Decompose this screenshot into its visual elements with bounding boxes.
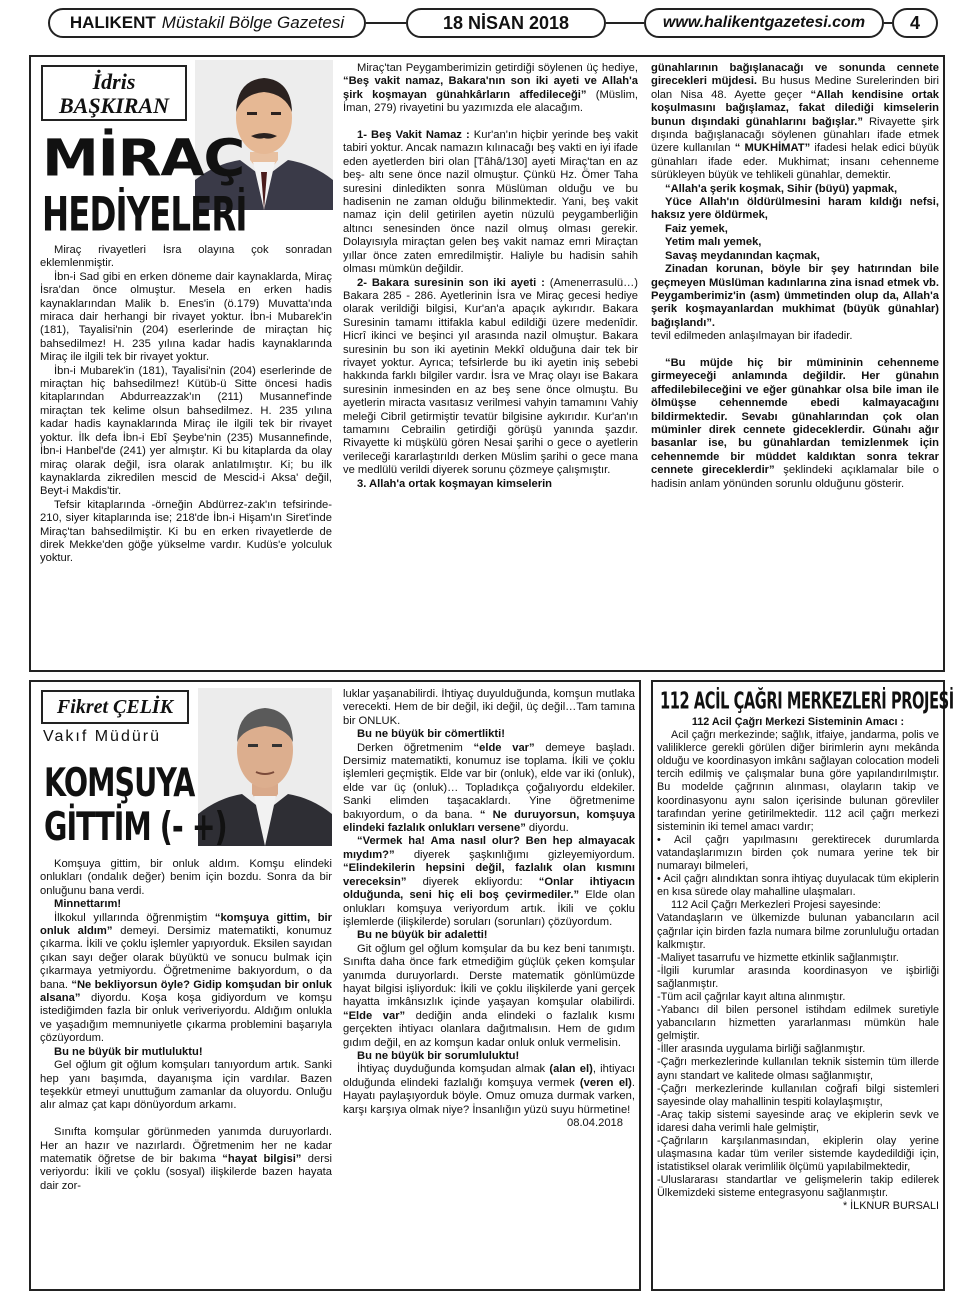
issue-date	[406, 8, 606, 38]
header-rule-2	[606, 22, 644, 24]
article-date: 08.04.2018	[567, 1117, 623, 1129]
paragraph: Miraç rivayetleri İsra olayına çok sonradan eklemlenmiştir.	[40, 244, 332, 270]
author-first-name: İdris	[92, 69, 136, 94]
list-item: Faiz yemek,	[665, 222, 728, 235]
paragraph: “Bu müjde hiç bir mümininin cehenneme girmeyeceği anlamında değildir. Her günahın affedilebileceğini ve eğer günahkar olsa bile iman ile ölmüşse cehennemde ebedi kalmayacağını bildirmektedir. Sevabı günahlarından çok olan müminler direk cennete gideceklerdir. Günahı ağır basanlar ise, bu günahlardan temizlenmek için cehennemde bir müddet kaldıktan sonra tekrar cennete gireceklerdir” şeklindeki açıklamalar bile o hadisin anlam yönünden sorunlu olduğunu gösterir.	[651, 356, 939, 490]
paper-subtitle: Müstakil Bölge Gazetesi	[161, 13, 345, 32]
list-item: -Araç takip sistemi sayesinde araç ve ekiplerin sevk ve idaresi daha verimli hale gelmiştir,	[657, 1108, 939, 1134]
article-1-col-3	[651, 62, 939, 668]
subheading: Bu ne büyük bir mutluluktu!	[54, 1045, 203, 1058]
paragraph: Derken öğretmenim “elde var” demeye başladı. Dersimiz matematikti, konumuz ise toplama. İkili ve çoklu işlemleri geçmiştik. Elde var bir (onluk), elde var iki (onluk), elde var üç (onluk)… Topladıkça çoğalıyordu eldekiler. Sanki elimden taşacaklardı. Yine öğretmenime bakıyordum, o da bana. “ Ne duruyorsun, komşuya elindeki fazlalık onlukları versene” diyordu.	[343, 741, 635, 835]
list-item: -Maliyet tasarrufu ve hizmette etkinlik sağlanmıştır.	[657, 951, 899, 964]
paragraph: luklar yaşanabilirdi. İhtiyaç duyulduğunda, komşun mutlaka verecekti. Hem de bir değil, iki değil, üç değil…Tam tamına bir ONLUK.	[343, 688, 635, 727]
subheading: Bu ne büyük bir cömertlikti!	[357, 728, 505, 741]
paragraph: İlkokul yıllarında öğrenmiştim “komşuya gittim, bir onluk aldım” demeyi. Dersimiz matematikti, konumuz çıkarma. İkili ve çoklu işlemler yapıyorduk. Eksilen sayıdan çıkan sayı değer olarak büyüktü ve sonucu bulmak için çıkarmaya yetmiyordu. Öğretmenime bakıyordum, o da bana. “Ne bekliyorsun öyle? Gidip komşudan bir onluk alsana” diyordu. Koşa koşa gidiyordum ve komşu istediğimden fazla bir onluk veriveriyordu. Aldığım onlukla ve yaşadığım memnuniyetle çıkarma problemini başarıyla çözüyordum.	[40, 911, 332, 1045]
spacer	[651, 344, 939, 357]
author-box-1	[41, 65, 187, 121]
signature: * İLKNUR BURSALI	[842, 1200, 939, 1213]
article-3-body	[657, 716, 939, 1288]
intro-paragraph: Miraç'tan Peygamberimizin getirdiği söylenen üç hediye, “Beş vakit namaz, Bakara'nın son iki ayeti ve Allah'a şirk koşmayan günahkârların affedileceği” (Müslim, İman, 279) rivayetini bu yazımızda ele alacağım.	[343, 62, 638, 115]
spacer	[343, 116, 638, 129]
paper-name: HALIKENT	[69, 13, 156, 32]
author-box-2	[41, 690, 189, 724]
paragraph: 112 Acil Çağrı Merkezleri Projesi sayesinde:	[671, 899, 881, 912]
paragraph: günahlarının bağışlanacağı ve sonunda cennete girecekleri müjdesi. Bu husus Medine Surelerinden biri olan Nisa 48. Ayette geçer “Allah kendisine ortak koşulmasını bağışlamaz, fakat dilediği kimselerin bunun dışındaki günahlarını bağışlar.” Rivayette şirk dışında bağışlanacağı söylenen günahları ifade etmek üzere kullanılan “ MUKHİMAT” ifadesi helak edici büyük günahları ifade eder. Mukhimat; insanı cehenneme sürükleyen büyük ve tehlikeli günahlar, demektir.	[651, 62, 939, 182]
headline-1-line-2: HEDİYELERİ	[42, 188, 247, 242]
website-box	[644, 8, 884, 38]
subheading: Bu ne büyük bir sorumluluktu!	[357, 1049, 520, 1062]
headline-2-line-2: GİTTİM (- +)	[44, 804, 227, 851]
author-last-name: BAŞKIRAN	[58, 93, 170, 118]
headline-2-line-1: KOMŞUYA	[44, 760, 195, 807]
list-item: -Tüm acil çağrılar kayıt altına alınmıştır.	[657, 990, 846, 1003]
subtitle: 112 Acil Çağrı Merkezi Sisteminin Amacı :	[691, 716, 905, 728]
header-rule-3	[884, 22, 892, 24]
author-role: Vakıf Müdürü	[43, 728, 161, 745]
header-rule-1	[366, 22, 406, 24]
list-item: Yüce Allah'ın öldürülmesini haram kıldığı nefsi, haksız yere öldürmek,	[651, 196, 939, 222]
article-2-col-2	[343, 688, 635, 1286]
page-number-box	[892, 8, 938, 38]
list-item: -Çağrı merkezlerinde kullanılan coğrafi bilgi sistemleri sayesinde olay mahallinin tespiti kolaylaşmıştır,	[657, 1082, 939, 1108]
section-1: 1- Beş Vakit Namaz : Kur'an'ın hiçbir yerinde beş vakit tabiri yoktur. Ancak namazın kılınacağı beş vakti en iyi ifade eden ayetlerden biri olan [Tâhâ/130] ayeti Miraç'tan en az beş- altı sene önce nazil olmuştur. Çünkü Hz. Ömer Taha suresini dinledikten sonra Müslüman olduğu ve bu hadisenin ne zaman olduğu bilinmektedir. Yani, beş vakit namaz için delil getirilen ayetin nüzulü peygamberliğin altıncı senesinden önce nazil olmuş olması gerekir. Dolayısıyla miraçtan gelen beş vakit namaz emri Miraçtan yıllar önce zaten emredilmiştir. Haliyle bu hadisin sahih olması mümkün değildir.	[343, 129, 638, 276]
list-item: -Yabancı dil bilen personel istihdam edilmek suretiyle yabancıların hizmetten yararlanması mümkün hale gelmiştir.	[657, 1004, 939, 1043]
headline-1-line-1: MİRAÇ	[42, 129, 245, 189]
paragraph: Gel oğlum git oğlum komşuları tanıyordum artık. Sanki hep yanı başımda, dayanışma için vardılar. Bazen teşekkür etmeyi unuttuğum zamanlar da oluyordu. Onluğu alır almaz çat kapı dönüyordum arkamı.	[40, 1059, 332, 1112]
list-item: Yetim malı yemek,	[665, 236, 762, 249]
list-item: “Allah'a şerik koşmak, Sihir (büyü) yapmak,	[665, 182, 898, 195]
section-3-heading: 3. Allah'a ortak koşmayan kimselerin	[357, 477, 553, 490]
page-number: 4	[909, 12, 920, 33]
website-text: www.halikentgazetesi.com	[662, 14, 866, 31]
spacer	[40, 1113, 332, 1126]
list-item: -İller arasında uygulama birliği sağlanmıştır.	[657, 1043, 866, 1056]
list-item: -Çağrıların karşılanmasından, ekiplerin olay yerine ulaşmasına kadar tüm veriler sistemde kaydedildiği için, istatistiksel olarak verimlilik ölçümü yapılabilmektedir,	[657, 1135, 939, 1174]
list-item: Savaş meydanından kaçmak,	[665, 249, 820, 262]
paragraph: Vatandaşların ve ülkemizde bulunan yabancıların acil çağrılar için birden fazla numara bilme zorunluluğu ortadan kalkmıştır.	[657, 912, 939, 951]
list-item: Zinadan korunan, böyle bir şey hatırından bile geçmeyen Müslüman kadınlarına zina isnad etmek vb. Peygamberimiz'in (asm) ümmetinden olup da, Allah'a şerik koşmayanlardan mukhimat (büyük günahlar) bağışlandı”.	[651, 263, 939, 329]
date-text: 18 NİSAN 2018	[442, 12, 570, 33]
article-1-col-1	[40, 244, 332, 666]
article-3-title: 112 ACİL ÇAĞRI MERKEZLERİ PROJESİ	[660, 688, 954, 715]
subheading: Minnettarım!	[54, 898, 122, 911]
list-item: -Çağrı merkezlerinde kullanılan teknik sistemin tüm illerde aynı standart ve kalitede olması sağlanmıştır,	[657, 1056, 939, 1082]
bullet-item: • Acil çağrı alındıktan sonra ihtiyaç duyulacak tüm ekiplerin en kısa sürede olay mahalline ulaşmaları.	[657, 873, 939, 899]
paragraph: İbn-i Sad gibi en erken döneme dair kaynaklarda, Miraç İsra'dan önce olmuştur. Mesela en erken hadis kaynaklarından Malik b. Enes'in (ö.179) Muvatta'ında miraca dair herhangi bir rivayet yoktur. İbn-i Mubarek'in (181), Tayalisi'nin (204) eserlerinde de miraçtan hiç bahsedilmez! H. 235 yılına kadar hadis kaynaklarında Miraç ile ilgili tek bir rivayet yoktur.	[40, 270, 332, 364]
paragraph: Sınıfta komşular görünmeden yanımda duruyorlardı. Her an hazır ve nazırlardı. Öğretmenim her ne kadar matematik öğretse de bir bakıma “hayat bilgisi” dersi veriyordu: İkili ve çoklu (sosyal) ilişkilerde bazen hayata dair zor-	[40, 1126, 332, 1192]
list-item: -Uluslararası standartlar ve gelişmelerin takip edilerek Ülkemizdeki sisteme entegrasyonu sağlanmıştır.	[657, 1174, 939, 1200]
paragraph: İbn-i Mubarek'in (181), Tayalisi'nin (204) eserlerinde de miraçtan hiç bahsedilmez! Kütüb-ü Sitte öncesi hadis kitaplarından Abdurreazzak'ın (211) Musannef'inde miraçtan tek kelime olsun bahsedilmez. H. 235 yılına kadar hadis kaynaklarında Miraç ile ilgili tek bir rivayet yoktur. İlk defa İbn-i Ebî Şeybe'nin (235) Musannefinde, İbn-i Hanbel'de (241) yer almıştır. Ki bu kitaplarda da olay miraç olarak değil, isra olarak anlatılmıştır. Ki; bu ilk kaynaklarda zikredilen mescid de Mescid-i Aksa' değil, Beyt-i Makdis'tir.	[40, 364, 332, 498]
paragraph: Komşuya gittim, bir onluk aldım. Komşu elindeki onlukları (ondalık değer) benim için bozdu. Sonra da bir onluğunu bana verdi.	[40, 858, 332, 897]
paragraph: İhtiyaç duyduğunda komşudan almak (alan el), ihtiyacı olduğunda elindeki fazlalığı komşuya vermek (veren el). Hayatı paylaşıyorduk böyle. Omuz omuza durmak varken, karşı karşıya olmak niye? İnsanlığın yüzü suyu hürmetine!	[343, 1063, 635, 1116]
paragraph: Tefsir kitaplarında -örneğin Abdürrez-zak'ın tefsirinde- 210, siyer kitaplarında ise; 218'de İbn-i Hişam'ın Siret'inde Miraç'tan bahsedilmiştir. Ki bu en erken rivayetlerde de direk Mekke'den göğe yükselme vardır. Kudüs'e yolculuk yoktur.	[40, 498, 332, 565]
list-item: -İlgili kurumlar arasında koordinasyon ve işbirliği sağlanmıştır.	[657, 964, 939, 990]
paragraph: tevil edilmeden anlaşılmayan bir ifadedir.	[651, 330, 853, 343]
article-1-col-2	[343, 62, 638, 668]
masthead	[48, 8, 366, 38]
paragraph: Acil çağrı merkezinde; sağlık, itfaiye, jandarma, polis ve valiliklerce gerekli görülen diğer birimlerin aynı mekânda olduğu ve koordinasyon imkânı sağlayan colocation modeli tercih edilmiş ve çalışmalar buna göre yapılandırılmıştır. Bu modelde çağrının alınması, olayların takip ve koordinasyonu aynı salon içerisinde bulunan görevliler tarafından yerine getirilmektedir. 112 acil çağrı merkezi sisteminin iki temel amacı vardır;	[657, 729, 939, 833]
section-2: 2- Bakara suresinin son iki ayeti : (Amenerrasulü…) Bakara 285 - 286. Ayetlerinin İsra ve Miraç gecesi hediye olarak verildiği bilgisi, Kur'an'a apaçık aykırıdır. Bakara Suresinin tamamı ittifakla kabul edildiği üzere medenîdir. Hicrî ikinci ve beşinci yıl arasında nazil olmuştur. Bakara suresinin bu son iki ayetinin Mekkî olduğuna dair tek bir rivayet yoktur. Ayrıca; tefsirlerde bu iki ayetin iniş sebebi hakkında farklı bilgiler vardır. İsra ve Mraç olayı ise Bakara suresinin inmesinden en az beş sene önce olmuştu. Bu ayetlerin miracta vasıtasız verilmesi vahyin tamamını Vahiy meleği Cibril getirmiştir tevatür bilgisine aykırıdır. Kur'an'ın tamamını Cebrailin getirdiği görüşü yanında şazdır. Rivayette ki müşkülü gören Nesai şarihi o gece o ayetlerin verileceği kararlaştırıldı derken Müslim şarihi o gece mana ve medlülü verildi diyerek sorunu çözmeye çalışmıştır.	[343, 276, 638, 477]
article-2-col-1	[40, 858, 332, 1286]
bullet-item: • Acil çağrı yapılmasını gerektirecek durumlarda vatandaşlarımızın birden çok numara yerine tek bir numarayı bilmeleri,	[657, 833, 939, 873]
author-name: Fikret ÇELİK	[56, 696, 174, 718]
paragraph: “Vermek ha! Ama nasıl olur? Ben hep almayacak mıydım?” diyerek şaşkınlığımı gizleyemiyordum. “Elindekilerin hepsini değil, fazlalık olan kısmını vereceksin” diyerek ekliyordu: “Onlar ihtiyacın olduğunda, seni hiç eli boş çevirmediler.” Elde olan onlukları komşuya veriyordum artık. İkili ve çoklu işlemlerde (ilişkilerde) soruları (sorunları) çözüyordum.	[343, 835, 635, 928]
paragraph: Git oğlum gel oğlum komşular da bu kez beni tanımıştı. Sınıfta daha önce fark etmediğim güçlük çeken komşular yanımda duruyorlardı. Derste matematik gönlümüzde hayat bilgisi işliyorduk: İkili ve çoklu ilişkilerde yani gerçek hayatta imkânsızlık içinde yaşayan komşular olabilirdi. “Elde var” dediğin anda elindeki o fazlalık kısmı gerçekten ihtiyacı olanlara dağıtmalısın. Hem de gıdım gıdım değil, en az komşun kadar onluk onluk vermelisin.	[343, 942, 635, 1049]
subheading: Bu ne büyük bir adaletti!	[357, 929, 488, 942]
